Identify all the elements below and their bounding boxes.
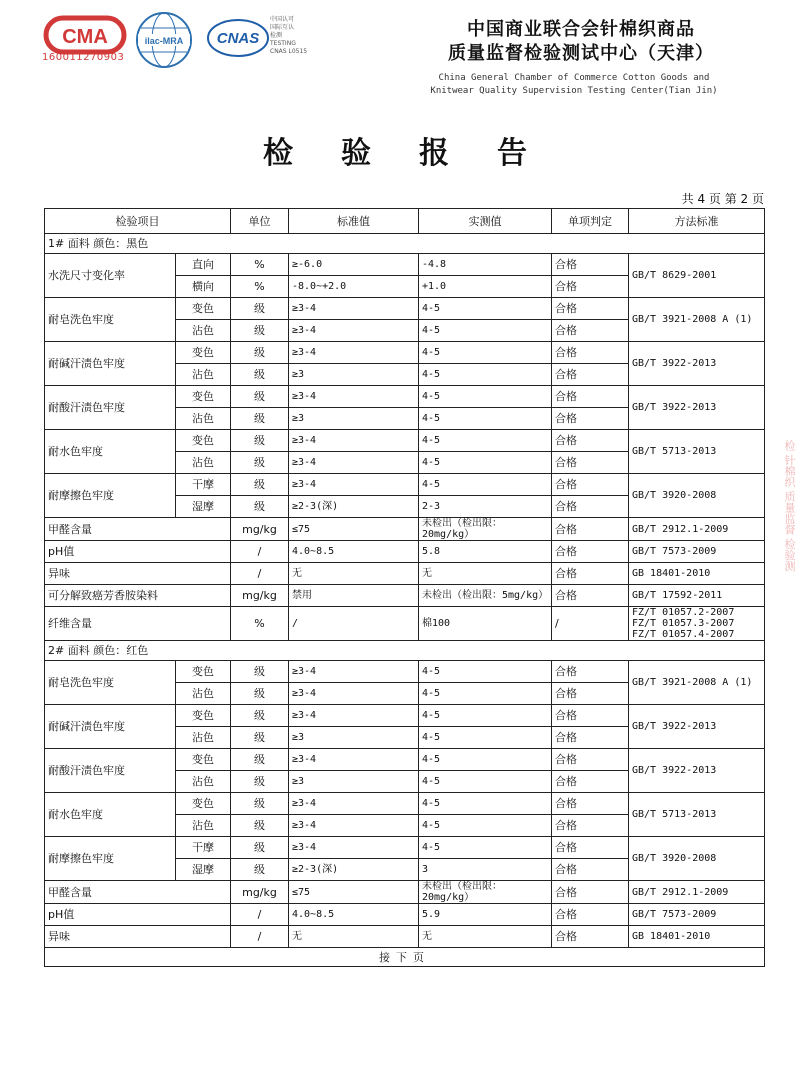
standard-value: ≥3 bbox=[289, 364, 419, 386]
standard-value: ≤75 bbox=[289, 518, 419, 541]
standard-value: ≥3-4 bbox=[289, 661, 419, 683]
table-row bbox=[45, 342, 765, 364]
measured-value: 4-5 bbox=[419, 320, 552, 342]
standard-value: 4.0~8.5 bbox=[289, 904, 419, 926]
table-row bbox=[45, 430, 765, 452]
continued-next-page: 接下页 bbox=[45, 948, 765, 967]
method-standard: GB/T 2912.1-2009 bbox=[629, 881, 765, 904]
unit-cell: 级 bbox=[231, 749, 289, 771]
unit-cell: % bbox=[231, 254, 289, 276]
report-title: 检验报告 bbox=[263, 136, 575, 171]
cma-number: 160011270903 bbox=[42, 52, 125, 63]
sub-item: 变色 bbox=[176, 661, 231, 683]
report-header bbox=[0, 0, 790, 110]
standard-value: -8.0~+2.0 bbox=[289, 276, 419, 298]
item-name: 耐酸汗渍色牢度 bbox=[45, 386, 176, 430]
judgement: 合格 bbox=[552, 705, 629, 727]
judgement: 合格 bbox=[552, 793, 629, 815]
unit-cell: 级 bbox=[231, 771, 289, 793]
judgement: 合格 bbox=[552, 926, 629, 948]
table-row bbox=[45, 254, 765, 276]
item-name: pH值 bbox=[45, 904, 231, 926]
unit-cell: 级 bbox=[231, 298, 289, 320]
item-name: 纤维含量 bbox=[45, 607, 231, 641]
method-standard: GB/T 3920-2008 bbox=[629, 837, 765, 881]
item-name: 异味 bbox=[45, 563, 231, 585]
unit-cell: 级 bbox=[231, 342, 289, 364]
measured-value: 4-5 bbox=[419, 364, 552, 386]
judgement: 合格 bbox=[552, 386, 629, 408]
measured-value: 4-5 bbox=[419, 749, 552, 771]
measured-value: 未检出（检出限：20mg/kg） bbox=[419, 881, 552, 904]
continued-row bbox=[45, 948, 765, 967]
measured-value: 4-5 bbox=[419, 683, 552, 705]
method-standard: GB/T 5713-2013 bbox=[629, 430, 765, 474]
header-standard: 标准值 bbox=[289, 209, 419, 234]
measured-value: 4-5 bbox=[419, 474, 552, 496]
measured-value: 无 bbox=[419, 926, 552, 948]
measured-value: 4-5 bbox=[419, 837, 552, 859]
sub-item: 沾色 bbox=[176, 452, 231, 474]
item-name: 甲醛含量 bbox=[45, 518, 231, 541]
header-method: 方法标准 bbox=[629, 209, 765, 234]
unit-cell: 级 bbox=[231, 793, 289, 815]
table-row bbox=[45, 607, 765, 641]
measured-value: 5.9 bbox=[419, 904, 552, 926]
table-row bbox=[45, 585, 765, 607]
sub-item: 干摩 bbox=[176, 474, 231, 496]
standard-value: ≥3-4 bbox=[289, 793, 419, 815]
judgement: 合格 bbox=[552, 452, 629, 474]
method-standard: GB/T 3921-2008 A (1) bbox=[629, 298, 765, 342]
method-standard: GB/T 3921-2008 A (1) bbox=[629, 661, 765, 705]
measured-value: 5.8 bbox=[419, 541, 552, 563]
standard-value: ≥2-3(深) bbox=[289, 496, 419, 518]
sub-item: 沾色 bbox=[176, 364, 231, 386]
header-measured: 实测值 bbox=[419, 209, 552, 234]
section-title: 1# 面料 颜色：黑色 bbox=[45, 234, 765, 254]
sub-item: 沾色 bbox=[176, 727, 231, 749]
sub-item: 变色 bbox=[176, 705, 231, 727]
measured-value: 无 bbox=[419, 563, 552, 585]
standard-value: 无 bbox=[289, 563, 419, 585]
judgement: 合格 bbox=[552, 727, 629, 749]
measured-value: 4-5 bbox=[419, 661, 552, 683]
standard-value: ≥2-3(深) bbox=[289, 859, 419, 881]
table-row bbox=[45, 518, 765, 541]
item-name: 耐皂洗色牢度 bbox=[45, 661, 176, 705]
standard-value: ≥3-4 bbox=[289, 386, 419, 408]
item-name: 耐碱汗渍色牢度 bbox=[45, 705, 176, 749]
table-row bbox=[45, 837, 765, 859]
unit-cell: 级 bbox=[231, 837, 289, 859]
judgement: 合格 bbox=[552, 771, 629, 793]
method-standard: GB 18401-2010 bbox=[629, 563, 765, 585]
measured-value: 4-5 bbox=[419, 430, 552, 452]
table-row bbox=[45, 926, 765, 948]
header-judgement: 单项判定 bbox=[552, 209, 629, 234]
sub-item: 干摩 bbox=[176, 837, 231, 859]
measured-value: 4-5 bbox=[419, 452, 552, 474]
unit-cell: 级 bbox=[231, 386, 289, 408]
page-indicator: 共 4 页 第 2 页 bbox=[681, 192, 764, 206]
unit-cell: 级 bbox=[231, 859, 289, 881]
organization-name-zh: 中国商业联合会针棉织商品 质量监督检验测试中心（天津） bbox=[448, 19, 714, 64]
judgement: 合格 bbox=[552, 881, 629, 904]
standard-value: ≥3-4 bbox=[289, 705, 419, 727]
measured-value: 未检出（检出限：20mg/kg） bbox=[419, 518, 552, 541]
measured-value: 4-5 bbox=[419, 342, 552, 364]
unit-cell: 级 bbox=[231, 496, 289, 518]
sub-item: 湿摩 bbox=[176, 496, 231, 518]
unit-cell: mg/kg bbox=[231, 881, 289, 904]
item-name: pH值 bbox=[45, 541, 231, 563]
sub-item: 沾色 bbox=[176, 683, 231, 705]
standard-value: 无 bbox=[289, 926, 419, 948]
standard-value: ≥3-4 bbox=[289, 815, 419, 837]
item-name: 异味 bbox=[45, 926, 231, 948]
item-name: 耐碱汗渍色牢度 bbox=[45, 342, 176, 386]
cnas-logo-icon bbox=[206, 16, 270, 60]
unit-cell: 级 bbox=[231, 705, 289, 727]
table-row bbox=[45, 563, 765, 585]
measured-value: -4.8 bbox=[419, 254, 552, 276]
item-name: 耐皂洗色牢度 bbox=[45, 298, 176, 342]
measured-value: 4-5 bbox=[419, 793, 552, 815]
standard-value: ≤75 bbox=[289, 881, 419, 904]
judgement: 合格 bbox=[552, 342, 629, 364]
method-standard: GB/T 5713-2013 bbox=[629, 793, 765, 837]
unit-cell: 级 bbox=[231, 364, 289, 386]
sub-item: 沾色 bbox=[176, 771, 231, 793]
standard-value: ≥3 bbox=[289, 771, 419, 793]
standard-value: ≥-6.0 bbox=[289, 254, 419, 276]
standard-value: ≥3-4 bbox=[289, 320, 419, 342]
inspection-stamp: 检 针棉织 质量监督 检验测 bbox=[783, 440, 796, 572]
judgement: 合格 bbox=[552, 474, 629, 496]
sub-item: 变色 bbox=[176, 793, 231, 815]
judgement: 合格 bbox=[552, 859, 629, 881]
table-header-row bbox=[45, 209, 765, 234]
judgement: 合格 bbox=[552, 563, 629, 585]
measured-value: 4-5 bbox=[419, 386, 552, 408]
header-unit: 单位 bbox=[231, 209, 289, 234]
standard-value: ≥3-4 bbox=[289, 683, 419, 705]
unit-cell: / bbox=[231, 904, 289, 926]
standard-value: ≥3-4 bbox=[289, 298, 419, 320]
ilac-mra-logo-icon bbox=[134, 10, 194, 70]
item-name: 可分解致癌芳香胺染料 bbox=[45, 585, 231, 607]
measured-value: 2-3 bbox=[419, 496, 552, 518]
table-row bbox=[45, 541, 765, 563]
judgement: 合格 bbox=[552, 904, 629, 926]
judgement: 合格 bbox=[552, 837, 629, 859]
unit-cell: / bbox=[231, 541, 289, 563]
table-row bbox=[45, 474, 765, 496]
judgement: 合格 bbox=[552, 585, 629, 607]
measured-value: 4-5 bbox=[419, 815, 552, 837]
sub-item: 沾色 bbox=[176, 320, 231, 342]
standard-value: ≥3 bbox=[289, 727, 419, 749]
sub-item: 湿摩 bbox=[176, 859, 231, 881]
unit-cell: 级 bbox=[231, 727, 289, 749]
method-standard: GB/T 17592-2011 bbox=[629, 585, 765, 607]
table-row bbox=[45, 298, 765, 320]
standard-value: / bbox=[289, 607, 419, 641]
method-standard: GB/T 7573-2009 bbox=[629, 541, 765, 563]
unit-cell: mg/kg bbox=[231, 585, 289, 607]
measured-value: 4-5 bbox=[419, 705, 552, 727]
method-standard: GB 18401-2010 bbox=[629, 926, 765, 948]
unit-cell: 级 bbox=[231, 430, 289, 452]
unit-cell: % bbox=[231, 607, 289, 641]
unit-cell: 级 bbox=[231, 815, 289, 837]
item-name: 甲醛含量 bbox=[45, 881, 231, 904]
section-title-row bbox=[45, 641, 765, 661]
standard-value: ≥3-4 bbox=[289, 837, 419, 859]
unit-cell: mg/kg bbox=[231, 518, 289, 541]
standard-value: ≥3-4 bbox=[289, 452, 419, 474]
judgement: / bbox=[552, 607, 629, 641]
standard-value: ≥3-4 bbox=[289, 474, 419, 496]
sub-item: 变色 bbox=[176, 342, 231, 364]
method-standard: GB/T 7573-2009 bbox=[629, 904, 765, 926]
sub-item: 直向 bbox=[176, 254, 231, 276]
item-name: 耐水色牢度 bbox=[45, 430, 176, 474]
unit-cell: / bbox=[231, 563, 289, 585]
sub-item: 变色 bbox=[176, 749, 231, 771]
judgement: 合格 bbox=[552, 749, 629, 771]
sub-item: 沾色 bbox=[176, 408, 231, 430]
judgement: 合格 bbox=[552, 815, 629, 837]
judgement: 合格 bbox=[552, 320, 629, 342]
method-standard: GB/T 3922-2013 bbox=[629, 342, 765, 386]
unit-cell: 级 bbox=[231, 474, 289, 496]
method-standard: GB/T 2912.1-2009 bbox=[629, 518, 765, 541]
sub-item: 沾色 bbox=[176, 815, 231, 837]
ilac-logo-text: ilac-MRA bbox=[144, 36, 184, 46]
standard-value: ≥3-4 bbox=[289, 749, 419, 771]
table-row bbox=[45, 881, 765, 904]
judgement: 合格 bbox=[552, 298, 629, 320]
measured-value: 4-5 bbox=[419, 298, 552, 320]
sub-item: 横向 bbox=[176, 276, 231, 298]
unit-cell: 级 bbox=[231, 320, 289, 342]
judgement: 合格 bbox=[552, 364, 629, 386]
table-row bbox=[45, 749, 765, 771]
unit-cell: 级 bbox=[231, 683, 289, 705]
method-standard: GB/T 3922-2013 bbox=[629, 749, 765, 793]
cma-logo-text: CMA bbox=[62, 26, 108, 48]
judgement: 合格 bbox=[552, 496, 629, 518]
cnas-accreditation-text: 中国认可 国际互认 检测 TESTING CNAS L0515 bbox=[270, 16, 308, 55]
unit-cell: % bbox=[231, 276, 289, 298]
method-standard: FZ/T 01057.2-2007 FZ/T 01057.3-2007 FZ/T 01057.4-2007 bbox=[629, 607, 765, 641]
unit-cell: 级 bbox=[231, 661, 289, 683]
measured-value: 3 bbox=[419, 859, 552, 881]
measured-value: 棉100 bbox=[419, 607, 552, 641]
standard-value: ≥3 bbox=[289, 408, 419, 430]
measured-value: 未检出（检出限：5mg/kg） bbox=[419, 585, 552, 607]
method-standard: GB/T 3922-2013 bbox=[629, 386, 765, 430]
measured-value: 4-5 bbox=[419, 771, 552, 793]
judgement: 合格 bbox=[552, 430, 629, 452]
table-row bbox=[45, 793, 765, 815]
item-name: 耐水色牢度 bbox=[45, 793, 176, 837]
measured-value: 4-5 bbox=[419, 408, 552, 430]
standard-value: ≥3-4 bbox=[289, 430, 419, 452]
judgement: 合格 bbox=[552, 661, 629, 683]
standard-value: ≥3-4 bbox=[289, 342, 419, 364]
method-standard: GB/T 8629-2001 bbox=[629, 254, 765, 298]
section-title-row bbox=[45, 234, 765, 254]
judgement: 合格 bbox=[552, 518, 629, 541]
method-standard: GB/T 3922-2013 bbox=[629, 705, 765, 749]
test-results-table bbox=[44, 208, 765, 967]
table-row bbox=[45, 705, 765, 727]
item-name: 耐摩擦色牢度 bbox=[45, 837, 176, 881]
item-name: 耐摩擦色牢度 bbox=[45, 474, 176, 518]
sub-item: 变色 bbox=[176, 386, 231, 408]
unit-cell: / bbox=[231, 926, 289, 948]
judgement: 合格 bbox=[552, 541, 629, 563]
method-standard: GB/T 3920-2008 bbox=[629, 474, 765, 518]
standard-value: 禁用 bbox=[289, 585, 419, 607]
judgement: 合格 bbox=[552, 683, 629, 705]
cnas-logo-text: CNAS bbox=[216, 30, 260, 47]
judgement: 合格 bbox=[552, 254, 629, 276]
judgement: 合格 bbox=[552, 276, 629, 298]
organization-name-en: China General Chamber of Commerce Cotton Goods and Knitwear Quality Supervision Testing Center(Tian Jin) bbox=[430, 73, 718, 96]
table-row bbox=[45, 386, 765, 408]
unit-cell: 级 bbox=[231, 452, 289, 474]
header-item: 检验项目 bbox=[45, 209, 231, 234]
item-name: 水洗尺寸变化率 bbox=[45, 254, 176, 298]
section-title: 2# 面料 颜色：红色 bbox=[45, 641, 765, 661]
sub-item: 变色 bbox=[176, 298, 231, 320]
measured-value: +1.0 bbox=[419, 276, 552, 298]
sub-item: 变色 bbox=[176, 430, 231, 452]
unit-cell: 级 bbox=[231, 408, 289, 430]
item-name: 耐酸汗渍色牢度 bbox=[45, 749, 176, 793]
standard-value: 4.0~8.5 bbox=[289, 541, 419, 563]
measured-value: 4-5 bbox=[419, 727, 552, 749]
table-row bbox=[45, 904, 765, 926]
table-row bbox=[45, 661, 765, 683]
judgement: 合格 bbox=[552, 408, 629, 430]
